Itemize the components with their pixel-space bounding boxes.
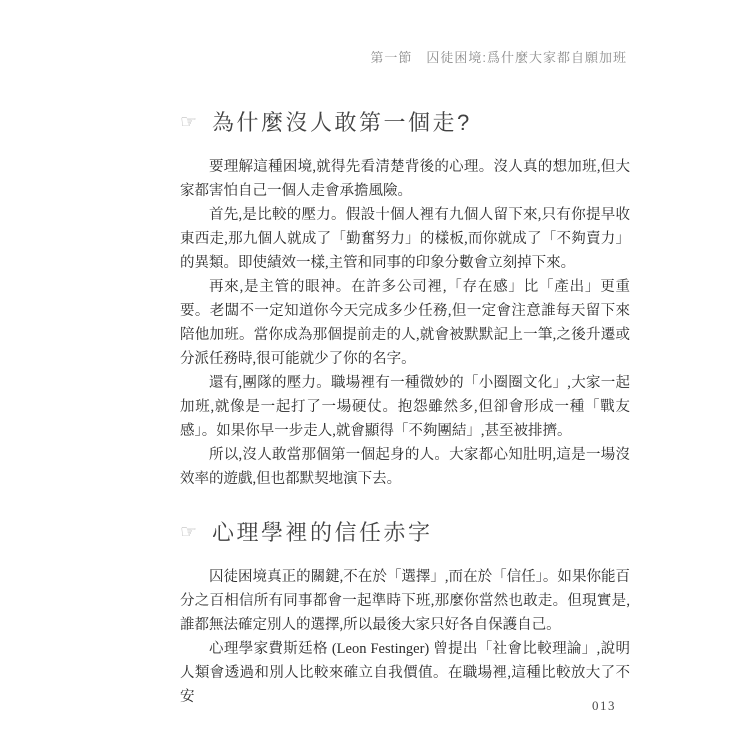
body-paragraph: 還有,團隊的壓力。職場裡有一種微妙的「小圈圈文化」,大家一起加班,就像是一起打了一場硬仗。抱怨雖然多,但卻會形成一種「戰友感」。如果你早一步走人,就會顯得「不夠團結」,甚至被排擠。 <box>180 375 630 439</box>
running-header-title: 囚徒困境:爲什麼大家都自願加班 <box>426 50 627 65</box>
page-content <box>180 108 630 709</box>
body-paragraph: 心理學家費斯廷格 (Leon Festinger) 曾提出「社會比較理論」,說明人類會透過和別人比較來確立自我價值。在職場裡,這種比較放大了不安 <box>180 641 630 705</box>
section-heading <box>180 518 630 548</box>
section-heading-text: 心理學裡的信任赤字 <box>212 520 433 545</box>
body-paragraph: 再來,是主管的眼神。在許多公司裡,「存在感」比「產出」更重要。老闆不一定知道你今天完成多少任務,但一定會注意誰每天留下來陪他加班。當你成為那個提前走的人,就會被默默記上一筆,之後升遷或分派任務時,很可能就少了你的名字。 <box>180 279 630 367</box>
section-heading-text: 為什麼沒人敢第一個走? <box>212 110 472 135</box>
body-paragraph: 囚徒困境真正的關鍵,不在於「選擇」,而在於「信任」。如果你能百分之百相信所有同事都會一起準時下班,那麼你當然也敢走。但現實是,誰都無法確定別人的選擇,所以最後大家只好各自保護自己。 <box>180 569 630 633</box>
running-header-chapter: 第一節 <box>370 50 413 65</box>
page-number: 013 <box>592 698 616 713</box>
body-paragraph: 所以,沒人敢當那個第一個起身的人。大家都心知肚明,這是一場沒效率的遊戲,但也都默契地演下去。 <box>180 447 630 487</box>
body-paragraph: 要理解這種困境,就得先看清楚背後的心理。沒人真的想加班,但大家都害怕自己一個人走會承擔風險。 <box>180 159 630 199</box>
section-heading <box>180 108 630 138</box>
pointing-finger-icon: ☞ <box>180 520 198 543</box>
running-header <box>370 47 627 66</box>
body-paragraph: 首先,是比較的壓力。假設十個人裡有九個人留下來,只有你提早收東西走,那九個人就成了「勤奮努力」的樣板,而你就成了「不夠賣力」的異類。即使績效一樣,主管和同事的印象分數會立刻掉下來。 <box>180 207 630 271</box>
pointing-finger-icon: ☞ <box>180 110 198 133</box>
section-first-to-leave <box>180 108 630 491</box>
section-trust-deficit <box>180 518 630 709</box>
